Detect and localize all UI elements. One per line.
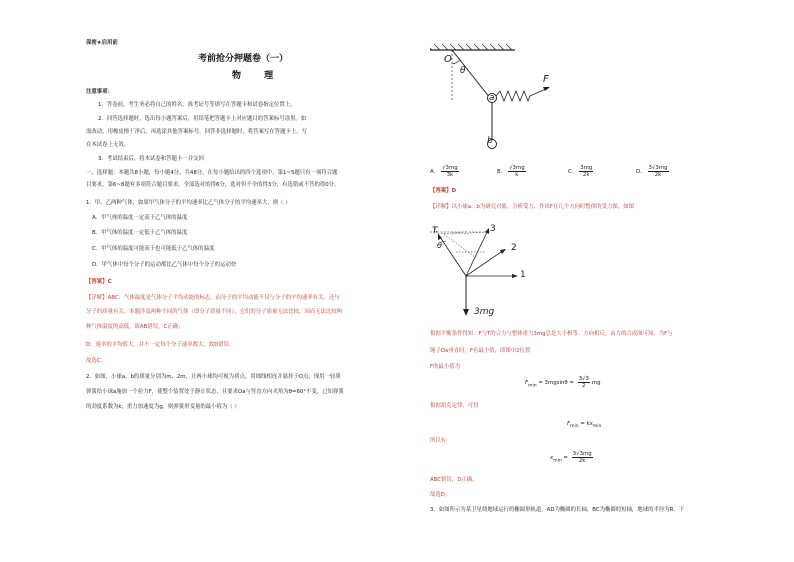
- label-1: 1: [520, 270, 526, 280]
- q2-conclusion: ABC错误，D正确。: [430, 477, 478, 483]
- notice-item: 3．考试结束后，将本试卷和答题卡一并交回: [98, 156, 204, 162]
- q2-conclusion: 故选D。: [430, 492, 451, 498]
- q3-stem: 3．如图所示为某卫星绕地球运行的椭圆形轨道，AD为椭圆的长轴，BC为椭圆的短轴，地球的半径为R。下: [430, 507, 685, 513]
- q1-answer: 【答案】C: [86, 279, 112, 285]
- q1-option: C．甲气体的温度可能高于也可能低于乙气体的温度: [92, 246, 215, 252]
- q1-detail: 故选C。: [86, 358, 106, 364]
- equation-fmin: $F_{min} = 3mgsin\theta$ = $\frac{3√3}{2}$ mg: [525, 376, 601, 390]
- equation-xmin: $x_{min}$ = $\frac{3√3mg}{2k}$: [550, 451, 592, 465]
- label-F: F: [543, 74, 549, 85]
- label-b: b: [487, 136, 493, 146]
- q1-option: D．甲气体中每个分子的运动都比乙气体中每个分子的运动快: [92, 262, 237, 268]
- section-intro: 目要求，第6~8题有多项符合题目要求。全部选对的得6分，选对但不全的得3分，有选错或不答的得0分。: [86, 182, 340, 188]
- label-2: 2: [511, 243, 517, 253]
- notice-item: 在本试卷上无效。: [86, 142, 130, 148]
- q2-stem: 弹簧给小球a施加一个拉力F，使整个装置处于静止状态，且要求Oa与竖直方向夹角为θ=60°不变，已知弹簧: [86, 389, 344, 395]
- equation-hooke: $F_{min} = kx_{min}$: [567, 421, 602, 430]
- notice-item: 需改动，用橡皮擦干净后，再选涂其他答案标号。回答非选择题时，将答案写在答题卡上。写: [86, 129, 308, 135]
- label-3mg: 3mg: [474, 307, 495, 317]
- q1-detail: 分子的质量有关。本题涉及两种不同的气体（即分子质量不同），它们的分子质量无法比较，因而无法比较两: [86, 309, 343, 315]
- q1-option: B．甲气体的温度一定低于乙气体的温度: [92, 230, 188, 236]
- q2-stem: 的劲度系数为k，重力加速度为g，则弹簧形变量的最小值为（ ）: [86, 404, 240, 410]
- q1-detail: D．速率的平均值大，并不一定每个分子速率都大，故D错误。: [86, 342, 235, 348]
- q2-detail: 【详解】以小球a、b为研究对象，分析受力，作出F在几个方向时整体的受力图，如图: [430, 204, 634, 210]
- q2-stem: 2．如图，小球a、b的质量分别为m、2m，且两小球均可视为质点，用细线相连并悬挂于O点，现用一轻质: [86, 374, 341, 380]
- q2-detail: F的最小值为: [430, 364, 461, 370]
- q1-option: A．甲气体的温度一定高于乙气体的温度: [92, 215, 188, 221]
- q2-detail: 根据平衡条件得知：F与T的合力与整体重力3mg总是大小相等、方向相反，由力的合成图可知，当F与: [430, 331, 673, 337]
- so-label: 所以有: [430, 438, 447, 444]
- q2-option-c: C． $\frac{3mg}{2k}$: [568, 165, 593, 179]
- q2-option-b: B． $\frac{√3mg}{k}$: [497, 165, 525, 179]
- notice-heading: 注意事项：: [86, 89, 113, 95]
- notice-item: 2．回答选择题时，选出每小题答案后，用铅笔把答题卡上对应题目的答案标号涂黑。如: [98, 116, 307, 122]
- notice-item: 1．答卷前，考生务必将自己的姓名、准考证号等填写在答题卡和试卷指定位置上。: [98, 102, 296, 108]
- hooke-label: 根据胡克定律，可得: [430, 403, 479, 409]
- q2-detail: 绳子Oa垂直时，F有最小值，即图中2位置: [430, 348, 531, 354]
- q1-detail: 种气体温度的高低，故AB错误，C正确；: [86, 324, 184, 330]
- label-O: O: [444, 54, 452, 65]
- label-theta-2: θ: [437, 241, 442, 250]
- q2-option-a: A． $\frac{√3mg}{3k}$: [430, 165, 458, 179]
- secret-label: 保密★启用前: [86, 40, 118, 46]
- label-T: T: [432, 226, 438, 236]
- q2-answer: 【答案】D: [430, 188, 457, 194]
- label-3: 3: [490, 224, 496, 234]
- section-intro: 一、选择题：本题共8小题，每小题4分，共48分，在每小题给出的四个选项中，第1~5题只有一项符合题: [86, 170, 338, 176]
- q1-detail: 【详解】ABC．气体温度是气体分子平均动能的标志，而分子的平均动能不仅与分子的平均速率有关，还与: [86, 295, 340, 301]
- page-title: 考前抢分押题卷（一）: [198, 54, 289, 64]
- label-theta: θ: [460, 66, 466, 76]
- q1-stem: 1．甲、乙两种气体，如果甲气体分子的平均速率比乙气体分子的平均速率大，则（ ）: [86, 200, 291, 206]
- q2-option-d: D． $\frac{3√3mg}{2k}$: [636, 165, 668, 179]
- label-a: a: [489, 93, 495, 103]
- subject-title: 物 理: [232, 71, 284, 81]
